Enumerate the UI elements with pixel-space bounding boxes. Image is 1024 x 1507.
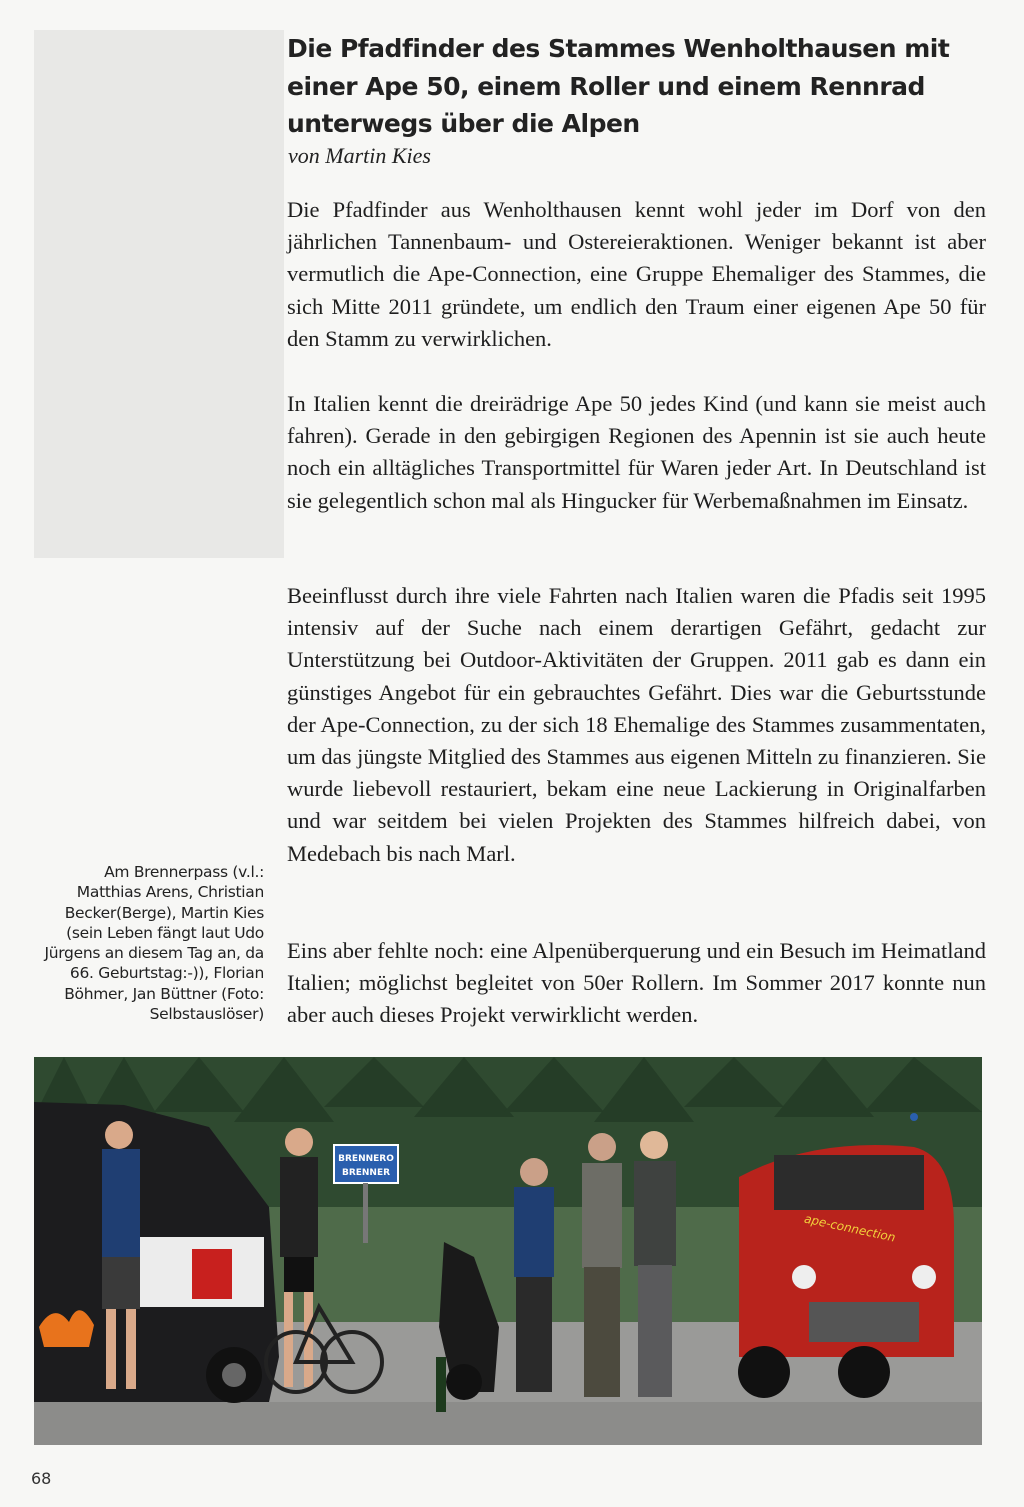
group-photo <box>34 1057 982 1445</box>
paragraph-1: Die Pfadfinder aus Wenholthausen kennt wohl jeder im Dorf von den jährlichen Tannenbaum- und Ostereieraktionen. Weniger bekannt ist aber vermutlich die Ape-Connection, eine Gruppe Ehemaliger des Stammes, die sich Mitte 2011 gründete, um endlich den Traum einer eigenen Ape 50 für den Stamm zu verwirklichen. <box>287 197 986 351</box>
article-byline: von Martin Kies <box>288 143 431 168</box>
sidebar-image-panel <box>34 30 284 558</box>
paragraph-4: Eins aber fehlte noch: eine Alpenüberquerung und ein Besuch im Heimatland Italien; möglichst begleitet von 50er Rollern. Im Sommer 2017 konnte nun aber auch dieses Projekt verwirklicht werden. <box>287 938 986 1028</box>
paragraph-2: In Italien kennt die dreirädrige Ape 50 jedes Kind (und kann sie meist auch fahren). Gerade in den gebirgigen Regionen des Apennin ist sie auch heute noch ein alltägliches Transportmittel für Waren jeder Art. In Deutschland ist sie gelegentlich schon mal als Hingucker für Werbemaßnahmen im Einsatz. <box>287 391 986 513</box>
sign-text-italian: BRENNERO <box>338 1154 394 1164</box>
sign-text-german: BRENNER <box>341 1168 391 1178</box>
ape-lettering: ape-connection <box>802 1211 897 1245</box>
page-number: 68 <box>31 1469 52 1488</box>
photo-caption: Am Brennerpass (v.l.: Matthias Arens, Christian Becker(Berge), Martin Kies (sein Leben fängt laut Udo Jürgens an diesem Tag an, da 66. Geburtstag:-)), Florian Böhmer, Jan Büttner (Foto: Selbstauslöser) <box>44 863 264 1024</box>
article-title: Die Pfadfinder des Stammes Wenholthausen mit einer Ape 50, einem Roller und einem Rennrad unterwegs über die Alpen <box>287 34 950 138</box>
paragraph-3: Beeinflusst durch ihre viele Fahrten nach Italien waren die Pfadis seit 1995 intensiv auf der Suche nach einem derartigen Gefährt, gedacht zur Unterstützung bei Outdoor-Aktivitäten der Gruppen. 2011 gab es dann ein günstiges Angebot für ein gebrauchtes Gefährt. Dies war die Geburtsstunde der Ape-Connection, zu der sich 18 Ehemalige des Stammes zusammentaten, um das jüngste Mitglied des Stammes aus eigenen Mitteln zu finanzieren. Sie wurde liebevoll restauriert, bekam eine neue Lackierung in Originalfarben und war seitdem bei vielen Projekten des Stammes hilfreich dabei, von Medebach bis nach Marl. <box>287 583 986 866</box>
